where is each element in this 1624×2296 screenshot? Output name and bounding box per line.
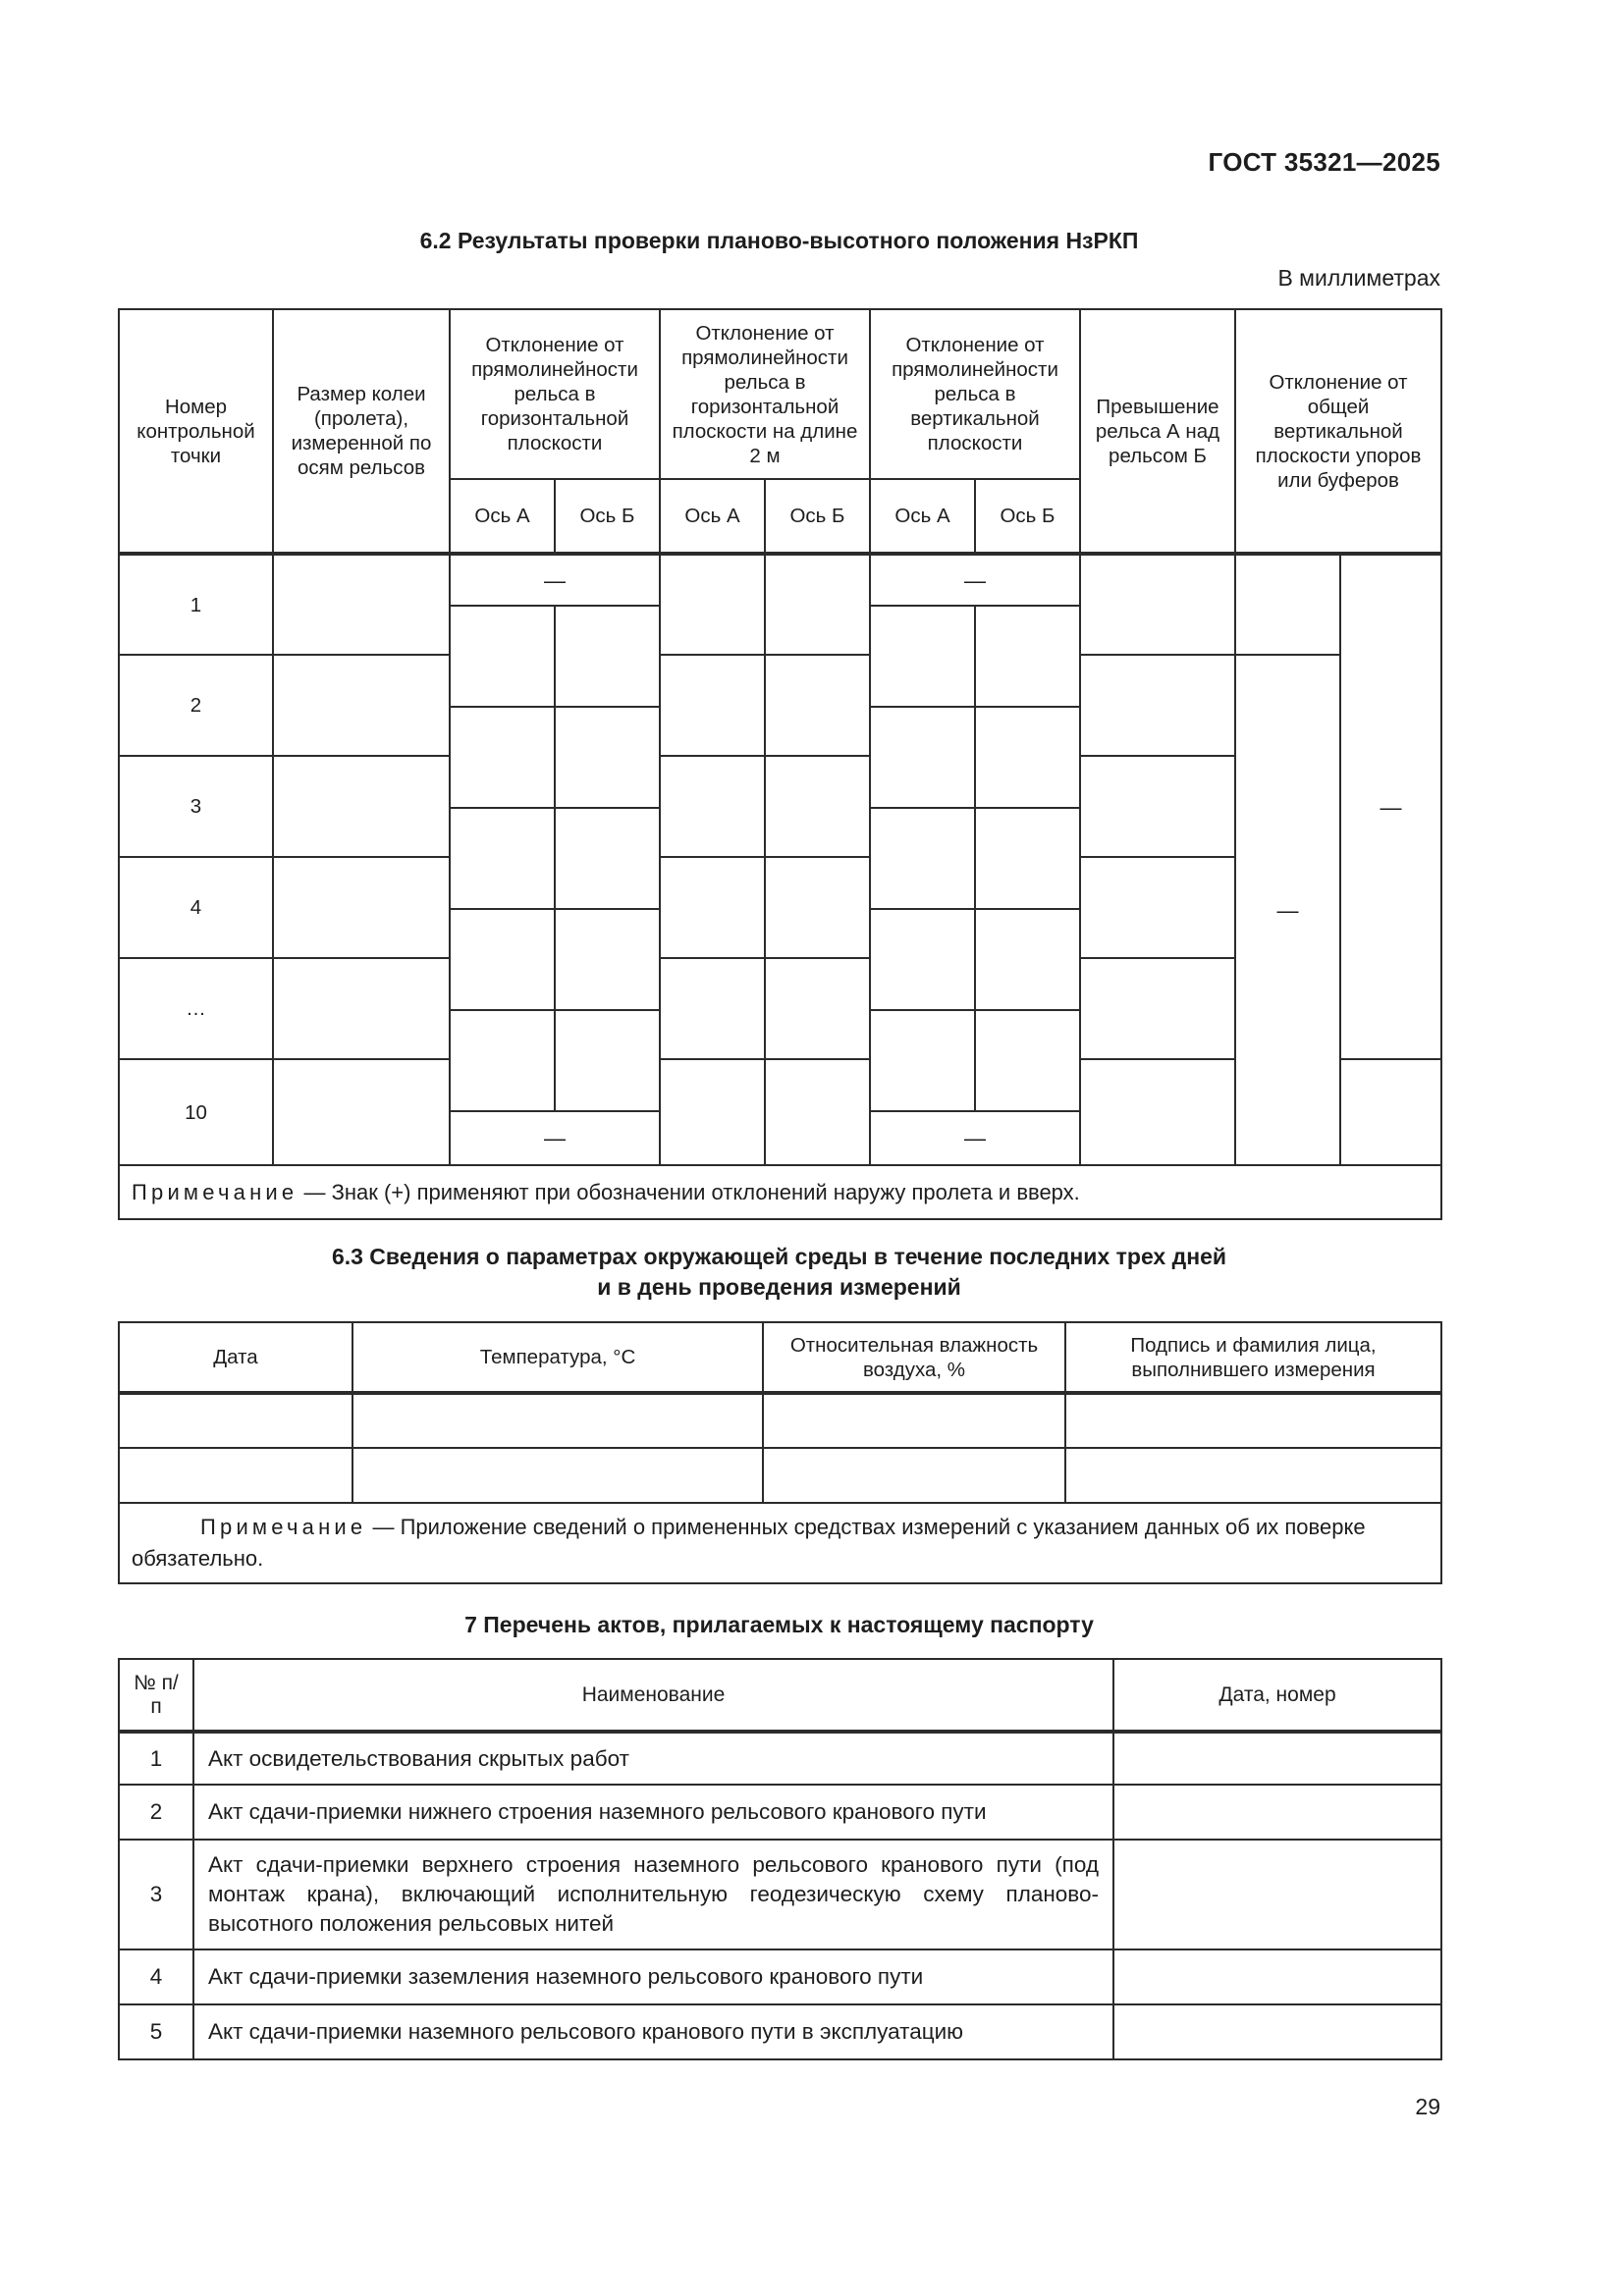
row-number: 1 [119, 1732, 193, 1785]
cell-elevation [1080, 958, 1235, 1059]
sub-axis-b: Ось Б [765, 479, 870, 554]
cell [975, 909, 1080, 1010]
cell-stop [1340, 1059, 1441, 1165]
acts-table [118, 1658, 1442, 2060]
cell [555, 707, 660, 808]
col-num: № п/п [119, 1659, 193, 1732]
row-point-number: 4 [119, 857, 273, 958]
page-number: 29 [1415, 2094, 1440, 2119]
cell [765, 1059, 870, 1165]
cell [450, 606, 555, 707]
cell-date-number [1113, 2004, 1441, 2059]
cell [1065, 1393, 1441, 1448]
units-label: В миллиметрах [1277, 265, 1440, 291]
cell-date-number [1113, 1840, 1441, 1949]
table-row [119, 1840, 1441, 1949]
cell [352, 1448, 763, 1503]
col-temperature: Температура, °С [352, 1322, 763, 1393]
cell [555, 808, 660, 909]
cell [119, 1393, 352, 1448]
cell [660, 554, 765, 655]
cell-elevation [1080, 554, 1235, 655]
dash-cell: — [870, 554, 1080, 606]
cell [555, 909, 660, 1010]
cell [450, 707, 555, 808]
cell [1065, 1448, 1441, 1503]
sub-axis-b: Ось Б [555, 479, 660, 554]
cell-date-number [1113, 1785, 1441, 1840]
cell [763, 1393, 1065, 1448]
cell [975, 707, 1080, 808]
dash-cell: — [1340, 554, 1441, 1059]
row-name: Акт сдачи-приемки верхнего строения наземного рельсового кранового пути (под монтаж крана), включающий исполнительную геодезическую схему планово-высотного положения рельсовых нитей [193, 1840, 1113, 1949]
cell [870, 909, 975, 1010]
cell-date-number [1113, 1732, 1441, 1785]
cell-stop [1235, 554, 1340, 655]
cell-elevation [1080, 756, 1235, 857]
cell [119, 1448, 352, 1503]
cell [765, 857, 870, 958]
row-number: 2 [119, 1785, 193, 1840]
col-dev-horizontal-2m: Отклонение от прямолинейности рельса в горизонтальной плоскости на длине 2 м [660, 309, 870, 479]
section-7-title: 7 Перечень актов, прилагаемых к настоящему паспорту [464, 1612, 1094, 1637]
table-row [119, 1949, 1441, 2004]
col-humidity: Относительная влажность воздуха, % [763, 1322, 1065, 1393]
dash-cell: — [450, 554, 660, 606]
sub-axis-b: Ось Б [975, 479, 1080, 554]
cell [660, 1059, 765, 1165]
row-point-number: 1 [119, 554, 273, 655]
col-date-number: Дата, номер [1113, 1659, 1441, 1732]
note-label: Примечание [132, 1179, 298, 1204]
cell [765, 958, 870, 1059]
cell [870, 707, 975, 808]
cell [975, 1010, 1080, 1111]
dash-cell: — [450, 1111, 660, 1165]
cell [975, 606, 1080, 707]
cell [765, 756, 870, 857]
cell [660, 655, 765, 756]
cell-elevation [1080, 1059, 1235, 1165]
cell [352, 1393, 763, 1448]
cell [870, 808, 975, 909]
row-name: Акт сдачи-приемки наземного рельсового кранового пути в эксплуатацию [193, 2004, 1113, 2059]
note-text: — Знак (+) применяют при обозначении отклонений наружу пролета и вверх. [298, 1179, 1080, 1204]
row-name: Акт сдачи-приемки нижнего строения наземного рельсового кранового пути [193, 1785, 1113, 1840]
note-text: — Приложение сведений о примененных средствах измерений с указанием данных об их поверке обязательно. [132, 1515, 1366, 1571]
cell-gauge [273, 958, 450, 1059]
table-row [119, 1785, 1441, 1840]
environment-table [118, 1321, 1442, 1584]
cell-gauge [273, 1059, 450, 1165]
cell [870, 1010, 975, 1111]
cell [450, 909, 555, 1010]
note-label: Примечание [200, 1515, 367, 1539]
cell-date-number [1113, 1949, 1441, 2004]
cell [450, 808, 555, 909]
sub-axis-a: Ось А [660, 479, 765, 554]
table-note [119, 1503, 1441, 1583]
row-number: 5 [119, 2004, 193, 2059]
cell [870, 606, 975, 707]
sub-axis-a: Ось А [870, 479, 975, 554]
row-name: Акт освидетельствования скрытых работ [193, 1732, 1113, 1785]
sub-axis-a: Ось А [450, 479, 555, 554]
col-point-number: Номер контрольной точки [119, 309, 273, 554]
col-signature: Подпись и фамилия лица, выполнившего измерения [1065, 1322, 1441, 1393]
col-dev-horizontal: Отклонение от прямолинейности рельса в горизонтальной плоскости [450, 309, 660, 479]
col-elevation: Превышение рельса А над рельсом Б [1080, 309, 1235, 554]
col-dev-vertical: Отклонение от прямолинейности рельса в вертикальной плоскости [870, 309, 1080, 479]
table-note [119, 1165, 1441, 1219]
cell-gauge [273, 857, 450, 958]
standard-number: ГОСТ 35321—2025 [1208, 147, 1440, 177]
dash-cell: — [870, 1111, 1080, 1165]
cell-elevation [1080, 655, 1235, 756]
cell [765, 554, 870, 655]
col-dev-stops: Отклонение от общей вертикальной плоскости упоров или буферов [1235, 309, 1441, 554]
results-table [118, 308, 1442, 1220]
cell [555, 1010, 660, 1111]
col-date: Дата [119, 1322, 352, 1393]
row-number: 4 [119, 1949, 193, 2004]
table-row [119, 2004, 1441, 2059]
cell [555, 606, 660, 707]
row-number: 3 [119, 1840, 193, 1949]
section-6-3-title-line1: 6.3 Сведения о параметрах окружающей среды в течение последних трех дней [331, 1244, 1227, 1269]
cell [660, 857, 765, 958]
cell [763, 1448, 1065, 1503]
cell [450, 1010, 555, 1111]
row-point-number: … [119, 958, 273, 1059]
row-point-number: 3 [119, 756, 273, 857]
row-point-number: 2 [119, 655, 273, 756]
row-name: Акт сдачи-приемки заземления наземного рельсового кранового пути [193, 1949, 1113, 2004]
col-name: Наименование [193, 1659, 1113, 1732]
dash-cell: — [1235, 655, 1340, 1165]
section-6-2-title: 6.2 Результаты проверки планово-высотного положения НзРКП [419, 228, 1139, 253]
col-gauge: Размер колеи (пролета), измеренной по осям рельсов [273, 309, 450, 554]
cell-gauge [273, 655, 450, 756]
cell [660, 958, 765, 1059]
cell-gauge [273, 554, 450, 655]
cell [975, 808, 1080, 909]
cell [660, 756, 765, 857]
cell [765, 655, 870, 756]
cell-elevation [1080, 857, 1235, 958]
section-6-3-title-line2: и в день проведения измерений [597, 1274, 961, 1300]
row-point-number: 10 [119, 1059, 273, 1165]
table-row [119, 1732, 1441, 1785]
cell-gauge [273, 756, 450, 857]
